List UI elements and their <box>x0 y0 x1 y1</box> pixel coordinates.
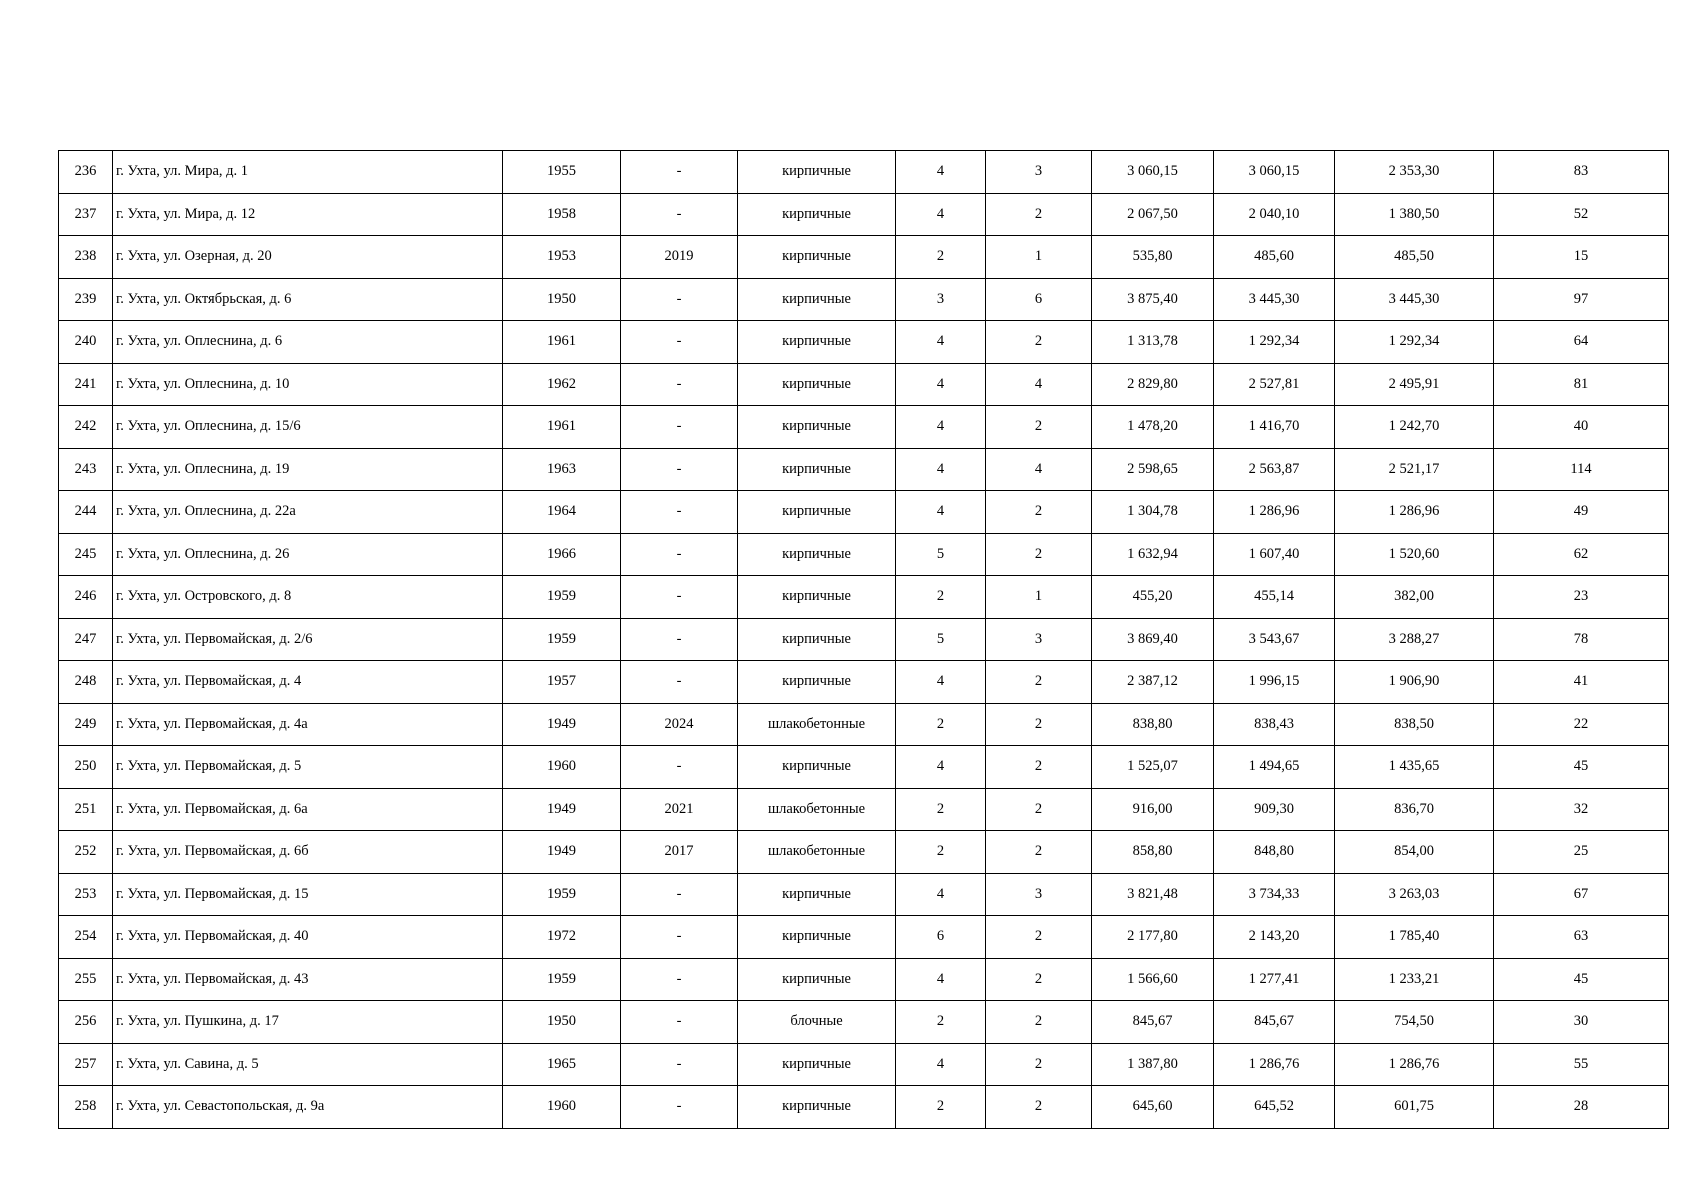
year-built-cell: 1959 <box>503 958 621 1001</box>
table-row <box>59 1001 1669 1044</box>
total-area-cell: 916,00 <box>1092 788 1214 831</box>
area-3-cell: 836,70 <box>1335 788 1494 831</box>
year-built-cell: 1949 <box>503 703 621 746</box>
year-built-cell: 1959 <box>503 576 621 619</box>
wall-material-cell: кирпичные <box>738 363 896 406</box>
year-overhaul-cell: - <box>621 576 738 619</box>
floors-cell: 4 <box>896 958 986 1001</box>
row-number-cell: 238 <box>59 236 113 279</box>
year-overhaul-cell: - <box>621 533 738 576</box>
floors-cell: 4 <box>896 1043 986 1086</box>
area-3-cell: 838,50 <box>1335 703 1494 746</box>
residents-cell: 64 <box>1494 321 1669 364</box>
wall-material-cell: кирпичные <box>738 448 896 491</box>
total-area-cell: 1 304,78 <box>1092 491 1214 534</box>
row-number-cell: 249 <box>59 703 113 746</box>
year-overhaul-cell: 2024 <box>621 703 738 746</box>
entrances-cell: 2 <box>986 916 1092 959</box>
year-overhaul-cell: - <box>621 321 738 364</box>
year-overhaul-cell: - <box>621 1001 738 1044</box>
floors-cell: 5 <box>896 533 986 576</box>
address-cell: г. Ухта, ул. Первомайская, д. 5 <box>113 746 503 789</box>
row-number-cell: 243 <box>59 448 113 491</box>
residents-cell: 40 <box>1494 406 1669 449</box>
year-overhaul-cell: - <box>621 916 738 959</box>
total-area-cell: 2 387,12 <box>1092 661 1214 704</box>
total-area-cell: 3 875,40 <box>1092 278 1214 321</box>
wall-material-cell: кирпичные <box>738 533 896 576</box>
area-2-cell: 1 292,34 <box>1214 321 1335 364</box>
residents-cell: 23 <box>1494 576 1669 619</box>
year-overhaul-cell: 2017 <box>621 831 738 874</box>
year-built-cell: 1961 <box>503 406 621 449</box>
row-number-cell: 256 <box>59 1001 113 1044</box>
entrances-cell: 3 <box>986 151 1092 194</box>
row-number-cell: 240 <box>59 321 113 364</box>
table-row <box>59 661 1669 704</box>
wall-material-cell: кирпичные <box>738 193 896 236</box>
table-row <box>59 491 1669 534</box>
table-row <box>59 958 1669 1001</box>
row-number-cell: 244 <box>59 491 113 534</box>
area-2-cell: 485,60 <box>1214 236 1335 279</box>
year-built-cell: 1955 <box>503 151 621 194</box>
floors-cell: 2 <box>896 236 986 279</box>
entrances-cell: 2 <box>986 491 1092 534</box>
floors-cell: 3 <box>896 278 986 321</box>
year-overhaul-cell: - <box>621 958 738 1001</box>
year-built-cell: 1960 <box>503 1086 621 1129</box>
address-cell: г. Ухта, ул. Оплеснина, д. 22а <box>113 491 503 534</box>
area-3-cell: 1 906,90 <box>1335 661 1494 704</box>
area-3-cell: 1 520,60 <box>1335 533 1494 576</box>
year-overhaul-cell: - <box>621 1086 738 1129</box>
area-3-cell: 485,50 <box>1335 236 1494 279</box>
row-number-cell: 254 <box>59 916 113 959</box>
year-built-cell: 1959 <box>503 873 621 916</box>
entrances-cell: 1 <box>986 236 1092 279</box>
entrances-cell: 2 <box>986 831 1092 874</box>
area-2-cell: 1 416,70 <box>1214 406 1335 449</box>
wall-material-cell: шлакобетонные <box>738 703 896 746</box>
residents-cell: 62 <box>1494 533 1669 576</box>
area-2-cell: 3 060,15 <box>1214 151 1335 194</box>
table-row <box>59 576 1669 619</box>
area-3-cell: 1 435,65 <box>1335 746 1494 789</box>
address-cell: г. Ухта, ул. Первомайская, д. 15 <box>113 873 503 916</box>
area-2-cell: 3 543,67 <box>1214 618 1335 661</box>
area-2-cell: 1 286,76 <box>1214 1043 1335 1086</box>
year-overhaul-cell: - <box>621 363 738 406</box>
floors-cell: 4 <box>896 661 986 704</box>
floors-cell: 4 <box>896 151 986 194</box>
entrances-cell: 2 <box>986 533 1092 576</box>
row-number-cell: 257 <box>59 1043 113 1086</box>
year-built-cell: 1950 <box>503 1001 621 1044</box>
year-overhaul-cell: - <box>621 278 738 321</box>
wall-material-cell: блочные <box>738 1001 896 1044</box>
total-area-cell: 1 525,07 <box>1092 746 1214 789</box>
row-number-cell: 241 <box>59 363 113 406</box>
residents-cell: 22 <box>1494 703 1669 746</box>
row-number-cell: 258 <box>59 1086 113 1129</box>
row-number-cell: 247 <box>59 618 113 661</box>
table-body <box>59 151 1669 1129</box>
floors-cell: 2 <box>896 576 986 619</box>
residents-cell: 45 <box>1494 746 1669 789</box>
address-cell: г. Ухта, ул. Первомайская, д. 4а <box>113 703 503 746</box>
area-2-cell: 3 734,33 <box>1214 873 1335 916</box>
entrances-cell: 2 <box>986 406 1092 449</box>
area-2-cell: 1 607,40 <box>1214 533 1335 576</box>
year-built-cell: 1962 <box>503 363 621 406</box>
floors-cell: 6 <box>896 916 986 959</box>
total-area-cell: 1 313,78 <box>1092 321 1214 364</box>
row-number-cell: 251 <box>59 788 113 831</box>
total-area-cell: 1 566,60 <box>1092 958 1214 1001</box>
floors-cell: 2 <box>896 831 986 874</box>
area-3-cell: 2 353,30 <box>1335 151 1494 194</box>
year-overhaul-cell: - <box>621 491 738 534</box>
address-cell: г. Ухта, ул. Первомайская, д. 2/6 <box>113 618 503 661</box>
year-built-cell: 1950 <box>503 278 621 321</box>
total-area-cell: 3 821,48 <box>1092 873 1214 916</box>
entrances-cell: 2 <box>986 1001 1092 1044</box>
area-3-cell: 3 263,03 <box>1335 873 1494 916</box>
table-row <box>59 788 1669 831</box>
entrances-cell: 2 <box>986 703 1092 746</box>
area-2-cell: 848,80 <box>1214 831 1335 874</box>
area-3-cell: 3 445,30 <box>1335 278 1494 321</box>
area-3-cell: 2 495,91 <box>1335 363 1494 406</box>
floors-cell: 2 <box>896 1001 986 1044</box>
year-built-cell: 1972 <box>503 916 621 959</box>
table-row <box>59 151 1669 194</box>
floors-cell: 4 <box>896 363 986 406</box>
row-number-cell: 255 <box>59 958 113 1001</box>
area-2-cell: 2 040,10 <box>1214 193 1335 236</box>
table-row <box>59 873 1669 916</box>
area-3-cell: 601,75 <box>1335 1086 1494 1129</box>
floors-cell: 2 <box>896 788 986 831</box>
wall-material-cell: кирпичные <box>738 618 896 661</box>
area-3-cell: 1 286,96 <box>1335 491 1494 534</box>
area-3-cell: 3 288,27 <box>1335 618 1494 661</box>
total-area-cell: 2 829,80 <box>1092 363 1214 406</box>
total-area-cell: 845,67 <box>1092 1001 1214 1044</box>
housing-registry-table <box>58 150 1669 1129</box>
total-area-cell: 3 869,40 <box>1092 618 1214 661</box>
entrances-cell: 3 <box>986 873 1092 916</box>
table-row <box>59 618 1669 661</box>
table-row <box>59 746 1669 789</box>
area-2-cell: 909,30 <box>1214 788 1335 831</box>
floors-cell: 4 <box>896 746 986 789</box>
area-3-cell: 754,50 <box>1335 1001 1494 1044</box>
year-overhaul-cell: - <box>621 406 738 449</box>
table-row <box>59 448 1669 491</box>
row-number-cell: 242 <box>59 406 113 449</box>
entrances-cell: 2 <box>986 321 1092 364</box>
area-3-cell: 2 521,17 <box>1335 448 1494 491</box>
year-built-cell: 1949 <box>503 788 621 831</box>
row-number-cell: 252 <box>59 831 113 874</box>
residents-cell: 67 <box>1494 873 1669 916</box>
table-row <box>59 533 1669 576</box>
address-cell: г. Ухта, ул. Севастопольская, д. 9а <box>113 1086 503 1129</box>
address-cell: г. Ухта, ул. Озерная, д. 20 <box>113 236 503 279</box>
row-number-cell: 250 <box>59 746 113 789</box>
year-overhaul-cell: - <box>621 873 738 916</box>
total-area-cell: 455,20 <box>1092 576 1214 619</box>
table-row <box>59 193 1669 236</box>
row-number-cell: 253 <box>59 873 113 916</box>
total-area-cell: 1 387,80 <box>1092 1043 1214 1086</box>
total-area-cell: 3 060,15 <box>1092 151 1214 194</box>
entrances-cell: 2 <box>986 958 1092 1001</box>
floors-cell: 4 <box>896 321 986 364</box>
address-cell: г. Ухта, ул. Оплеснина, д. 26 <box>113 533 503 576</box>
residents-cell: 32 <box>1494 788 1669 831</box>
area-2-cell: 645,52 <box>1214 1086 1335 1129</box>
residents-cell: 49 <box>1494 491 1669 534</box>
residents-cell: 83 <box>1494 151 1669 194</box>
total-area-cell: 1 632,94 <box>1092 533 1214 576</box>
residents-cell: 41 <box>1494 661 1669 704</box>
year-overhaul-cell: 2021 <box>621 788 738 831</box>
row-number-cell: 237 <box>59 193 113 236</box>
entrances-cell: 2 <box>986 746 1092 789</box>
area-2-cell: 2 527,81 <box>1214 363 1335 406</box>
floors-cell: 2 <box>896 703 986 746</box>
year-built-cell: 1961 <box>503 321 621 364</box>
table-row <box>59 363 1669 406</box>
wall-material-cell: кирпичные <box>738 321 896 364</box>
entrances-cell: 2 <box>986 661 1092 704</box>
entrances-cell: 2 <box>986 788 1092 831</box>
address-cell: г. Ухта, ул. Оплеснина, д. 10 <box>113 363 503 406</box>
floors-cell: 4 <box>896 406 986 449</box>
area-2-cell: 455,14 <box>1214 576 1335 619</box>
floors-cell: 4 <box>896 491 986 534</box>
table-row <box>59 321 1669 364</box>
year-overhaul-cell: - <box>621 661 738 704</box>
table-row <box>59 278 1669 321</box>
year-built-cell: 1953 <box>503 236 621 279</box>
address-cell: г. Ухта, ул. Октябрьская, д. 6 <box>113 278 503 321</box>
total-area-cell: 2 067,50 <box>1092 193 1214 236</box>
wall-material-cell: кирпичные <box>738 958 896 1001</box>
area-3-cell: 1 233,21 <box>1335 958 1494 1001</box>
entrances-cell: 2 <box>986 193 1092 236</box>
area-2-cell: 2 143,20 <box>1214 916 1335 959</box>
area-2-cell: 1 996,15 <box>1214 661 1335 704</box>
total-area-cell: 1 478,20 <box>1092 406 1214 449</box>
floors-cell: 4 <box>896 193 986 236</box>
residents-cell: 45 <box>1494 958 1669 1001</box>
wall-material-cell: кирпичные <box>738 1043 896 1086</box>
floors-cell: 2 <box>896 1086 986 1129</box>
year-built-cell: 1958 <box>503 193 621 236</box>
entrances-cell: 6 <box>986 278 1092 321</box>
residents-cell: 114 <box>1494 448 1669 491</box>
year-overhaul-cell: - <box>621 746 738 789</box>
entrances-cell: 1 <box>986 576 1092 619</box>
row-number-cell: 248 <box>59 661 113 704</box>
wall-material-cell: кирпичные <box>738 661 896 704</box>
table-row <box>59 406 1669 449</box>
wall-material-cell: кирпичные <box>738 236 896 279</box>
area-3-cell: 382,00 <box>1335 576 1494 619</box>
area-2-cell: 1 286,96 <box>1214 491 1335 534</box>
year-built-cell: 1959 <box>503 618 621 661</box>
address-cell: г. Ухта, ул. Оплеснина, д. 6 <box>113 321 503 364</box>
year-built-cell: 1965 <box>503 1043 621 1086</box>
entrances-cell: 4 <box>986 448 1092 491</box>
entrances-cell: 2 <box>986 1043 1092 1086</box>
area-3-cell: 1 380,50 <box>1335 193 1494 236</box>
table-row <box>59 1086 1669 1129</box>
total-area-cell: 2 598,65 <box>1092 448 1214 491</box>
row-number-cell: 239 <box>59 278 113 321</box>
year-overhaul-cell: - <box>621 1043 738 1086</box>
area-3-cell: 1 286,76 <box>1335 1043 1494 1086</box>
wall-material-cell: шлакобетонные <box>738 788 896 831</box>
residents-cell: 78 <box>1494 618 1669 661</box>
floors-cell: 4 <box>896 448 986 491</box>
wall-material-cell: шлакобетонные <box>738 831 896 874</box>
table-row <box>59 831 1669 874</box>
floors-cell: 5 <box>896 618 986 661</box>
residents-cell: 52 <box>1494 193 1669 236</box>
table-row <box>59 703 1669 746</box>
wall-material-cell: кирпичные <box>738 278 896 321</box>
residents-cell: 30 <box>1494 1001 1669 1044</box>
area-3-cell: 1 242,70 <box>1335 406 1494 449</box>
address-cell: г. Ухта, ул. Первомайская, д. 43 <box>113 958 503 1001</box>
year-built-cell: 1963 <box>503 448 621 491</box>
address-cell: г. Ухта, ул. Первомайская, д. 6б <box>113 831 503 874</box>
address-cell: г. Ухта, ул. Первомайская, д. 4 <box>113 661 503 704</box>
wall-material-cell: кирпичные <box>738 916 896 959</box>
row-number-cell: 236 <box>59 151 113 194</box>
area-2-cell: 1 494,65 <box>1214 746 1335 789</box>
total-area-cell: 645,60 <box>1092 1086 1214 1129</box>
wall-material-cell: кирпичные <box>738 576 896 619</box>
year-built-cell: 1960 <box>503 746 621 789</box>
year-overhaul-cell: - <box>621 448 738 491</box>
residents-cell: 81 <box>1494 363 1669 406</box>
address-cell: г. Ухта, ул. Первомайская, д. 6а <box>113 788 503 831</box>
area-2-cell: 3 445,30 <box>1214 278 1335 321</box>
address-cell: г. Ухта, ул. Пушкина, д. 17 <box>113 1001 503 1044</box>
year-built-cell: 1949 <box>503 831 621 874</box>
wall-material-cell: кирпичные <box>738 406 896 449</box>
year-built-cell: 1964 <box>503 491 621 534</box>
area-3-cell: 854,00 <box>1335 831 1494 874</box>
address-cell: г. Ухта, ул. Оплеснина, д. 15/6 <box>113 406 503 449</box>
residents-cell: 28 <box>1494 1086 1669 1129</box>
area-2-cell: 845,67 <box>1214 1001 1335 1044</box>
year-built-cell: 1957 <box>503 661 621 704</box>
area-3-cell: 1 785,40 <box>1335 916 1494 959</box>
entrances-cell: 2 <box>986 1086 1092 1129</box>
total-area-cell: 535,80 <box>1092 236 1214 279</box>
table-row <box>59 916 1669 959</box>
year-overhaul-cell: - <box>621 151 738 194</box>
residents-cell: 63 <box>1494 916 1669 959</box>
wall-material-cell: кирпичные <box>738 873 896 916</box>
total-area-cell: 2 177,80 <box>1092 916 1214 959</box>
table-row <box>59 1043 1669 1086</box>
residents-cell: 55 <box>1494 1043 1669 1086</box>
residents-cell: 97 <box>1494 278 1669 321</box>
wall-material-cell: кирпичные <box>738 1086 896 1129</box>
residents-cell: 15 <box>1494 236 1669 279</box>
year-built-cell: 1966 <box>503 533 621 576</box>
total-area-cell: 858,80 <box>1092 831 1214 874</box>
area-2-cell: 838,43 <box>1214 703 1335 746</box>
wall-material-cell: кирпичные <box>738 151 896 194</box>
entrances-cell: 4 <box>986 363 1092 406</box>
address-cell: г. Ухта, ул. Савина, д. 5 <box>113 1043 503 1086</box>
year-overhaul-cell: - <box>621 618 738 661</box>
address-cell: г. Ухта, ул. Мира, д. 12 <box>113 193 503 236</box>
address-cell: г. Ухта, ул. Мира, д. 1 <box>113 151 503 194</box>
area-2-cell: 1 277,41 <box>1214 958 1335 1001</box>
address-cell: г. Ухта, ул. Оплеснина, д. 19 <box>113 448 503 491</box>
row-number-cell: 246 <box>59 576 113 619</box>
row-number-cell: 245 <box>59 533 113 576</box>
wall-material-cell: кирпичные <box>738 491 896 534</box>
wall-material-cell: кирпичные <box>738 746 896 789</box>
table-row <box>59 236 1669 279</box>
address-cell: г. Ухта, ул. Первомайская, д. 40 <box>113 916 503 959</box>
area-2-cell: 2 563,87 <box>1214 448 1335 491</box>
total-area-cell: 838,80 <box>1092 703 1214 746</box>
year-overhaul-cell: - <box>621 193 738 236</box>
area-3-cell: 1 292,34 <box>1335 321 1494 364</box>
year-overhaul-cell: 2019 <box>621 236 738 279</box>
floors-cell: 4 <box>896 873 986 916</box>
address-cell: г. Ухта, ул. Островского, д. 8 <box>113 576 503 619</box>
residents-cell: 25 <box>1494 831 1669 874</box>
entrances-cell: 3 <box>986 618 1092 661</box>
